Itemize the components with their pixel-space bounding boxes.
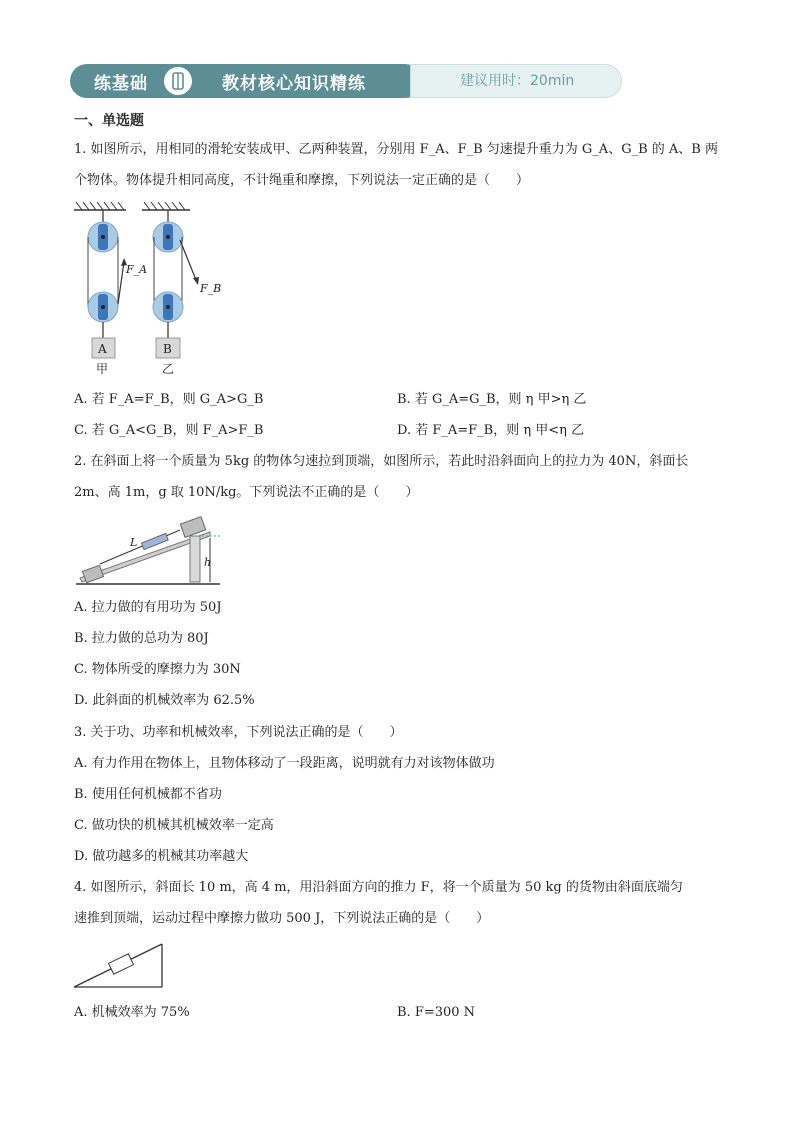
q3-option-d[interactable]: D. 做功越多的机械其功率越大	[74, 849, 249, 864]
block-b-label: B	[163, 342, 172, 356]
section-title: 一、单选题	[74, 113, 144, 129]
q4-option-b[interactable]: B. F=300 N	[397, 1005, 476, 1020]
q2-option-a[interactable]: A. 拉力做的有用功为 50J	[74, 600, 222, 615]
q2-option-c[interactable]: C. 物体所受的摩擦力为 30N	[74, 662, 241, 677]
height-h-label: h	[204, 556, 212, 569]
q2-option-b[interactable]: B. 拉力做的总功为 80J	[74, 631, 209, 646]
q3-option-a[interactable]: A. 有力作用在物体上，且物体移动了一段距离，说明就有力对该物体做功	[74, 756, 495, 771]
block-a-label: A	[98, 342, 107, 356]
banner-title-right: 教材核心知识精练	[222, 74, 366, 94]
banner-title-left: 练基础	[94, 74, 148, 94]
book-icon	[162, 65, 194, 97]
force-fb-label: F_B	[200, 282, 222, 295]
setup-jia-label: 甲	[96, 362, 109, 376]
header-banner	[70, 64, 622, 98]
length-l-label: L	[130, 536, 138, 549]
q4-stem-line1: 4. 如图所示，斜面长 10 m，高 4 m，用沿斜面方向的推力 F，将一个质量为 50 kg 的货物由斜面底端匀	[74, 880, 683, 895]
q4-option-a[interactable]: A. 机械效率为 75%	[74, 1005, 190, 1020]
banner-time-note: 建议用时：20min	[460, 73, 575, 89]
q1-pulley-figure	[70, 200, 230, 378]
q3-option-c[interactable]: C. 做功快的机械其机械效率一定高	[74, 818, 274, 833]
q3-option-b[interactable]: B. 使用任何机械都不省功	[74, 787, 222, 802]
q1-option-a[interactable]: A. 若 F_A=F_B，则 G_A>G_B	[74, 392, 264, 407]
ceiling-left	[74, 202, 126, 210]
q3-stem: 3. 关于功、功率和机械效率，下列说法正确的是（ ）	[74, 725, 403, 740]
q1-stem-line2: 个物体。物体提升相同高度，不计绳重和摩擦，下列说法一定正确的是（ ）	[74, 173, 530, 188]
q2-incline-figure	[72, 512, 224, 590]
force-fa-label: F_A	[126, 263, 148, 276]
q4-stem-line2: 速推到顶端，运动过程中摩擦力做功 500 J，下列说法正确的是（ ）	[74, 911, 490, 926]
q1-option-b[interactable]: B. 若 G_A=G_B，则 η 甲>η 乙	[397, 392, 587, 407]
q2-stem-line2: 2m、高 1m，g 取 10N/kg。下列说法不正确的是（ ）	[74, 485, 419, 500]
q1-stem-line1: 1. 如图所示，用相同的滑轮安装成甲、乙两种装置，分别用 F_A、F_B 匀速提升重力为 G_A、G_B 的 A、B 两	[74, 142, 718, 157]
q1-option-c[interactable]: C. 若 G_A<G_B，则 F_A>F_B	[74, 423, 264, 438]
setup-yi-label: 乙	[162, 362, 175, 376]
ceiling-right	[142, 202, 190, 210]
q2-stem-line1: 2. 在斜面上将一个质量为 5kg 的物体匀速拉到顶端，如图所示，若此时沿斜面向上的拉力为 40N，斜面长	[74, 454, 689, 469]
q2-option-d[interactable]: D. 此斜面的机械效率为 62.5%	[74, 693, 255, 708]
q1-option-d[interactable]: D. 若 F_A=F_B，则 η 甲<η 乙	[397, 423, 585, 438]
q4-incline-figure	[72, 938, 164, 990]
